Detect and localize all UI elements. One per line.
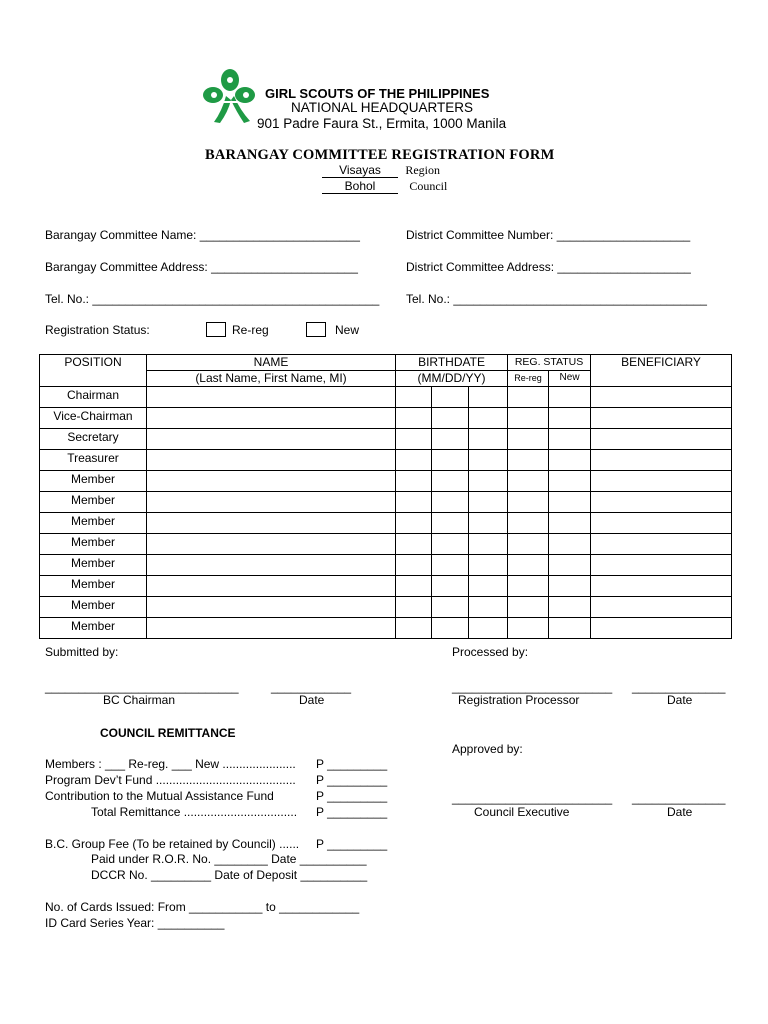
beneficiary-cell[interactable] (591, 471, 732, 492)
rereg-cell[interactable] (508, 387, 549, 408)
birth-mm-cell[interactable] (396, 408, 432, 429)
birth-yy-cell[interactable] (469, 450, 508, 471)
table-row (40, 534, 732, 555)
birth-mm-cell[interactable] (396, 429, 432, 450)
name-cell[interactable] (147, 408, 396, 429)
new-cell[interactable] (549, 534, 591, 555)
beneficiary-cell[interactable] (591, 576, 732, 597)
birth-mm-cell[interactable] (396, 471, 432, 492)
name-cell[interactable] (147, 492, 396, 513)
name-cell[interactable] (147, 450, 396, 471)
rereg-cell[interactable] (508, 597, 549, 618)
table-row (40, 429, 732, 450)
position-cell: Treasurer (40, 450, 147, 471)
beneficiary-cell[interactable] (591, 450, 732, 471)
position-cell: Member (40, 513, 147, 534)
birth-yy-cell[interactable] (469, 555, 508, 576)
peso-program[interactable]: P _________ (316, 773, 388, 787)
birth-dd-cell[interactable] (432, 450, 469, 471)
name-cell[interactable] (147, 534, 396, 555)
birth-mm-cell[interactable] (396, 534, 432, 555)
birth-dd-cell[interactable] (432, 576, 469, 597)
birth-dd-cell[interactable] (432, 408, 469, 429)
group-fee-row: B.C. Group Fee (To be retained by Council) ...... (45, 837, 300, 851)
region-label: Region (405, 163, 441, 177)
dc-address-field[interactable]: District Committee Address: ____________________ (406, 260, 691, 274)
table-row (40, 387, 732, 408)
form-title: BARANGAY COMMITTEE REGISTRATION FORM (205, 147, 555, 163)
beneficiary-cell[interactable] (591, 597, 732, 618)
program-fund-row: Program Dev’t Fund .......................................... (45, 773, 296, 787)
rereg-cell[interactable] (508, 555, 549, 576)
new-cell[interactable] (549, 576, 591, 597)
birth-dd-cell[interactable] (432, 597, 469, 618)
birth-yy-cell[interactable] (469, 597, 508, 618)
col-birthdate-sub: (MM/DD/YY) (396, 371, 508, 387)
birth-mm-cell[interactable] (396, 555, 432, 576)
paid-under-row[interactable]: Paid under R.O.R. No. ________ Date __________ (91, 852, 367, 866)
dccr-row[interactable]: DCCR No. _________ Date of Deposit __________ (91, 868, 368, 882)
birth-yy-cell[interactable] (469, 429, 508, 450)
id-series-row[interactable]: ID Card Series Year: __________ (45, 916, 225, 930)
bc-address-field[interactable]: Barangay Committee Address: ______________________ (45, 260, 358, 274)
new-cell[interactable] (549, 513, 591, 534)
position-cell: Member (40, 534, 147, 555)
birth-dd-cell[interactable] (432, 534, 469, 555)
beneficiary-cell[interactable] (591, 618, 732, 639)
name-cell[interactable] (147, 576, 396, 597)
table-row (40, 492, 732, 513)
new-cell[interactable] (549, 387, 591, 408)
new-cell[interactable] (549, 471, 591, 492)
peso-total[interactable]: P _________ (316, 805, 388, 819)
col-name: NAME (147, 355, 396, 371)
date-label-1: Date (299, 693, 325, 707)
name-cell[interactable] (147, 597, 396, 618)
reg-status-label: Registration Status: (45, 323, 150, 337)
rereg-cell[interactable] (508, 450, 549, 471)
region-value[interactable]: Visayas (322, 163, 398, 178)
executive-signature-line[interactable]: ________________________ (452, 791, 613, 805)
date-line-2[interactable]: ______________ (632, 680, 726, 694)
bc-chairman-signature-line[interactable]: _____________________________ (45, 680, 239, 694)
position-cell: Member (40, 597, 147, 618)
col-name-sub: (Last Name, First Name, MI) (147, 371, 396, 387)
rereg-cell[interactable] (508, 471, 549, 492)
rereg-checkbox[interactable] (206, 322, 226, 337)
new-cell[interactable] (549, 597, 591, 618)
registration-table (39, 354, 732, 639)
position-cell: Member (40, 471, 147, 492)
birth-yy-cell[interactable] (469, 618, 508, 639)
date-label-3: Date (667, 805, 693, 819)
name-cell[interactable] (147, 471, 396, 492)
rereg-cell[interactable] (508, 513, 549, 534)
executive-label: Council Executive (474, 805, 570, 819)
table-row (40, 450, 732, 471)
processed-by-label: Processed by: (452, 645, 529, 659)
name-cell[interactable] (147, 555, 396, 576)
date-label-2: Date (667, 693, 693, 707)
submitted-by-label: Submitted by: (45, 645, 119, 659)
table-row (40, 555, 732, 576)
new-cell[interactable] (549, 555, 591, 576)
table-row (40, 471, 732, 492)
table-row (40, 513, 732, 534)
office-name: NATIONAL HEADQUARTERS (291, 100, 474, 115)
birth-dd-cell[interactable] (432, 387, 469, 408)
col-beneficiary: BENEFICIARY (591, 355, 732, 387)
bc-name-field[interactable]: Barangay Committee Name: ________________________ (45, 228, 360, 242)
rereg-label: Re-reg (232, 323, 269, 337)
dc-number-field[interactable]: District Committee Number: ____________________ (406, 228, 691, 242)
new-checkbox[interactable] (306, 322, 326, 337)
gsp-trefoil-logo (200, 66, 260, 126)
beneficiary-cell[interactable] (591, 408, 732, 429)
rereg-cell[interactable] (508, 492, 549, 513)
col-rereg: Re-reg (508, 371, 549, 387)
new-cell[interactable] (549, 492, 591, 513)
name-cell[interactable] (147, 618, 396, 639)
position-cell: Member (40, 618, 147, 639)
birth-mm-cell[interactable] (396, 597, 432, 618)
birth-mm-cell[interactable] (396, 618, 432, 639)
table-row (40, 408, 732, 429)
beneficiary-cell[interactable] (591, 492, 732, 513)
birth-yy-cell[interactable] (469, 576, 508, 597)
col-position: POSITION (40, 355, 147, 387)
birth-dd-cell[interactable] (432, 492, 469, 513)
name-cell[interactable] (147, 429, 396, 450)
name-cell[interactable] (147, 513, 396, 534)
birth-mm-cell[interactable] (396, 387, 432, 408)
name-cell[interactable] (147, 387, 396, 408)
tel-left-field[interactable]: Tel. No.: ___________________________________________ (45, 292, 380, 306)
birth-mm-cell[interactable] (396, 513, 432, 534)
mutual-fund-row: Contribution to the Mutual Assistance Fund (45, 789, 274, 803)
new-cell[interactable] (549, 450, 591, 471)
position-cell: Member (40, 492, 147, 513)
rereg-cell[interactable] (508, 618, 549, 639)
birth-yy-cell[interactable] (469, 513, 508, 534)
birth-dd-cell[interactable] (432, 618, 469, 639)
new-label: New (335, 323, 360, 337)
bc-chairman-label: BC Chairman (103, 693, 176, 707)
table-row (40, 597, 732, 618)
position-cell: Member (40, 576, 147, 597)
council-value[interactable]: Bohol (322, 179, 398, 194)
region-row (322, 163, 440, 178)
col-reg-status: REG. STATUS (508, 355, 591, 371)
remittance-title: COUNCIL REMITTANCE (100, 726, 236, 740)
position-cell: Chairman (40, 387, 147, 408)
beneficiary-cell[interactable] (591, 534, 732, 555)
birth-dd-cell[interactable] (432, 555, 469, 576)
date-line-1[interactable]: ____________ (271, 680, 352, 694)
table-row (40, 576, 732, 597)
total-remittance-row: Total Remittance .................................. (91, 805, 298, 819)
birth-yy-cell[interactable] (469, 471, 508, 492)
birth-yy-cell[interactable] (469, 534, 508, 555)
birth-dd-cell[interactable] (432, 513, 469, 534)
new-cell[interactable] (549, 618, 591, 639)
cards-issued-row[interactable]: No. of Cards Issued: From ___________ to ____________ (45, 900, 360, 914)
col-new: New (549, 371, 591, 387)
birth-yy-cell[interactable] (469, 492, 508, 513)
beneficiary-cell[interactable] (591, 513, 732, 534)
peso-mutual[interactable]: P _________ (316, 789, 388, 803)
birth-dd-cell[interactable] (432, 429, 469, 450)
birth-mm-cell[interactable] (396, 492, 432, 513)
beneficiary-cell[interactable] (591, 387, 732, 408)
rereg-cell[interactable] (508, 429, 549, 450)
position-cell: Vice-Chairman (40, 408, 147, 429)
date-line-3[interactable]: ______________ (632, 791, 726, 805)
members-row[interactable]: Members : ___ Re-reg. ___ New ...................... (45, 757, 296, 771)
rereg-cell[interactable] (508, 534, 549, 555)
rereg-cell[interactable] (508, 576, 549, 597)
beneficiary-cell[interactable] (591, 555, 732, 576)
new-cell[interactable] (549, 429, 591, 450)
tel-right-field[interactable]: Tel. No.: ______________________________________ (406, 292, 707, 306)
birth-yy-cell[interactable] (469, 408, 508, 429)
position-cell: Secretary (40, 429, 147, 450)
position-cell: Member (40, 555, 147, 576)
birth-dd-cell[interactable] (432, 471, 469, 492)
org-name: GIRL SCOUTS OF THE PHILIPPINES (265, 86, 490, 101)
table-row (40, 618, 732, 639)
peso-group-fee[interactable]: P _________ (316, 837, 388, 851)
approved-by-label: Approved by: (452, 742, 523, 756)
council-label: Council (409, 179, 448, 193)
birth-yy-cell[interactable] (469, 387, 508, 408)
birth-mm-cell[interactable] (396, 450, 432, 471)
rereg-cell[interactable] (508, 408, 549, 429)
peso-members[interactable]: P _________ (316, 757, 388, 771)
processor-label: Registration Processor (458, 693, 580, 707)
office-address: 901 Padre Faura St., Ermita, 1000 Manila (257, 116, 507, 131)
beneficiary-cell[interactable] (591, 429, 732, 450)
birth-mm-cell[interactable] (396, 576, 432, 597)
new-cell[interactable] (549, 408, 591, 429)
processor-signature-line[interactable]: ________________________ (452, 680, 613, 694)
col-birthdate: BIRTHDATE (396, 355, 508, 371)
council-row (322, 179, 447, 194)
